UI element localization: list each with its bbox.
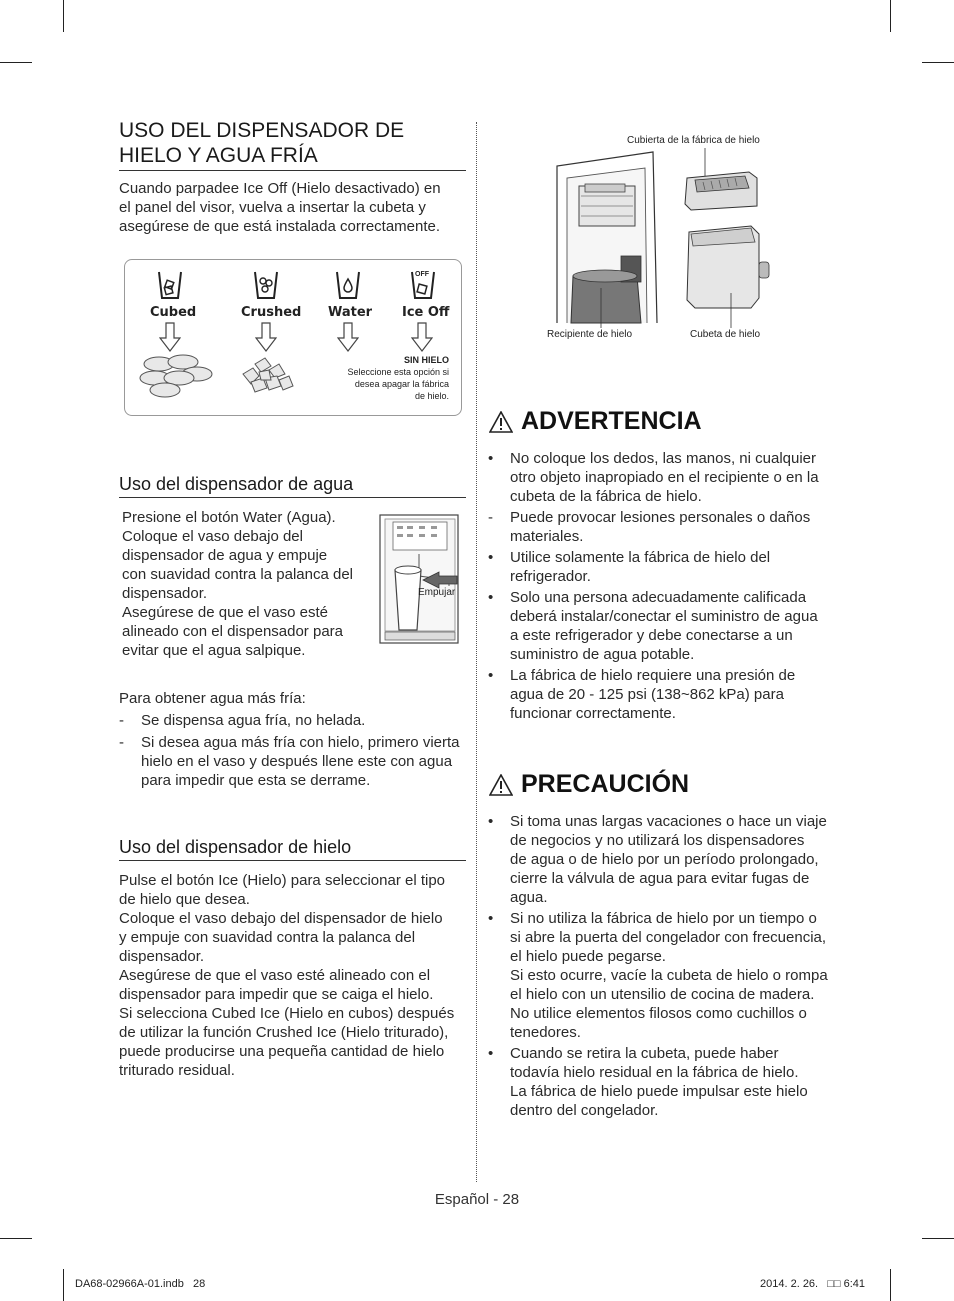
text-line: evitar que el agua salpique. (122, 642, 306, 659)
title-line: HIELO Y AGUA FRÍA (119, 144, 318, 167)
text-line: funcionar correctamente. (510, 705, 676, 722)
text-line: el panel del visor, vuelva a insertar la cubeta y (119, 199, 426, 216)
warning-triangle-icon (489, 411, 513, 433)
title-line: USO DEL DISPENSADOR DE (119, 119, 405, 142)
text-line: suministro de agua potable. (510, 646, 695, 663)
text-line: dispensador para impedir que se caiga el hielo. (119, 986, 434, 1003)
text-line: Se dispensa agua fría, no helada. (141, 712, 366, 729)
bucket-label: Cubeta de hielo (690, 329, 761, 340)
file-info: DA68-02966A-01.indb 28 (75, 1278, 206, 1290)
bullet-marker: • (488, 1045, 494, 1062)
text-line: Seleccione esta opción si (347, 367, 449, 377)
page-title (119, 118, 404, 168)
list-item (488, 508, 819, 546)
text-line: materiales. (510, 528, 584, 545)
text-line: cubeta de la fábrica de hielo. (510, 488, 702, 505)
text-line: de utilizar la función Crushed Ice (Hielo triturado), (119, 1024, 449, 1041)
text-line: No coloque los dedos, las manos, ni cualquier (510, 450, 817, 467)
text-line: Cuando parpadee Ice Off (Hielo desactivado) en (119, 180, 441, 197)
text-line: de negocios y no utilizará los dispensadores (510, 832, 805, 849)
text-line: desea apagar la fábrica (354, 379, 449, 389)
crop-mark (63, 0, 64, 32)
text-line: y empuje con suavidad contra la palanca del (119, 929, 416, 946)
bullet-marker: • (488, 667, 494, 684)
water-instructions (122, 508, 353, 660)
text-line: dentro del congelador. (510, 1102, 659, 1119)
caution-title: PRECAUCIÓN (521, 770, 690, 798)
text-line: asegúrese de que está instalada correctamente. (119, 218, 441, 235)
section-rule (119, 497, 466, 498)
push-label: Empujar (418, 587, 456, 598)
text-line: para impedir que esta se derrame. (141, 772, 371, 789)
text-line: dispensador. (119, 948, 205, 965)
warning-list (488, 449, 819, 725)
dash-marker: - (119, 734, 124, 751)
cubed-ice-illustration (139, 352, 215, 398)
water-dispenser-illustration (379, 514, 461, 646)
text-line: de hielo que desea. (119, 891, 250, 908)
warning-heading (489, 407, 702, 436)
dash-marker: - (119, 712, 124, 729)
text-line: Coloque el vaso debajo del dispensador de hielo (119, 910, 443, 927)
caution-list (488, 812, 828, 1122)
caution-heading (489, 770, 689, 799)
text-line: Si esto ocurre, vacíe la cubeta de hielo o rompa (510, 967, 828, 984)
sin-hielo-note (319, 354, 449, 402)
list-item (119, 733, 460, 790)
list-item (488, 548, 819, 586)
title-rule (119, 170, 466, 171)
down-arrow-icon (337, 322, 359, 352)
intro-text (119, 179, 441, 236)
text-line: refrigerador. (510, 568, 591, 585)
down-arrow-icon (411, 322, 433, 352)
text-line: agua. (510, 889, 548, 906)
sin-hielo-title: SIN HIELO (403, 355, 449, 365)
text-line: Utilice solamente la fábrica de hielo del (510, 549, 771, 566)
text-line: Coloque el vaso debajo del (122, 528, 303, 545)
text-line: de hielo. (414, 391, 449, 401)
warning-triangle-icon (489, 774, 513, 796)
colder-water-intro: Para obtener agua más fría: (119, 690, 306, 707)
section-rule (119, 860, 466, 861)
crop-mark (890, 1269, 891, 1301)
crushed-ice-illustration (239, 354, 295, 394)
text-line: el hielo puede pegarse. (510, 948, 666, 965)
text-line: si abre la puerta del congelador con frecuencia, (510, 929, 827, 946)
crop-mark (0, 1238, 32, 1239)
crop-mark (0, 62, 32, 63)
bullet-marker: • (488, 589, 494, 606)
cubed-label: Cubed (150, 305, 197, 320)
list-item (488, 666, 819, 723)
list-item (488, 449, 819, 506)
text-line: triturado residual. (119, 1062, 235, 1079)
page-number: Español - 28 (434, 1191, 520, 1208)
crop-mark (922, 1238, 954, 1239)
text-line: Puede provocar lesiones personales o daños (510, 509, 811, 526)
text-line: Si selecciona Cubed Ice (Hielo en cubos) después (119, 1005, 455, 1022)
text-line: La fábrica de hielo requiere una presión de (510, 667, 796, 684)
crushed-label: Crushed (241, 305, 302, 320)
bullet-marker: • (488, 813, 494, 830)
text-line: de agua o de hielo por un período prolongado, (510, 851, 819, 868)
ice-maker-figure (545, 148, 785, 328)
ice-instructions (119, 871, 454, 1080)
bullet-marker: • (488, 910, 494, 927)
bullet-marker: • (488, 549, 494, 566)
text-line: puede producirse una pequeña cantidad de hielo (119, 1043, 445, 1060)
crushed-glass-icon (253, 270, 279, 300)
crop-mark (922, 62, 954, 63)
ice-heading: Uso del dispensador de hielo (119, 837, 352, 857)
text-line: el hielo con un utensilio de cocina de madera. (510, 986, 815, 1003)
text-line: a este refrigerador y debe conectarse a un (510, 627, 793, 644)
off-badge: OFF (415, 271, 429, 278)
text-line: Solo una persona adecuadamente calificada (510, 589, 807, 606)
bullet-marker: • (488, 450, 494, 467)
water-glass-icon (335, 270, 361, 300)
text-line: dispensador de agua y empuje (122, 547, 328, 564)
text-line: Asegúrese de que el vaso esté alineado con el (119, 967, 431, 984)
text-line: Pulse el botón Ice (Hielo) para seleccionar el tipo (119, 872, 446, 889)
list-item (488, 1044, 828, 1120)
dash-marker: - (488, 509, 493, 526)
dispenser-options-panel (124, 259, 462, 416)
list-item (119, 711, 460, 730)
down-arrow-icon (159, 322, 181, 352)
text-line: La fábrica de hielo puede impulsar este hielo (510, 1083, 808, 1100)
text-line: cierre la válvula de agua para evitar fugas de (510, 870, 810, 887)
bin-label: Recipiente de hielo (547, 329, 633, 340)
text-line: con suavidad contra la palanca del (122, 566, 353, 583)
list-item (488, 588, 819, 664)
text-line: hielo en el vaso y después llene este con agua (141, 753, 453, 770)
list-item (488, 812, 828, 907)
down-arrow-icon (255, 322, 277, 352)
text-line: Cuando se retira la cubeta, puede haber (510, 1045, 779, 1062)
text-line: No utilice elementos filosos como cuchillos o (510, 1005, 807, 1022)
text-line: tenedores. (510, 1024, 581, 1041)
date-info: 2014. 2. 26. □□ 6:41 (760, 1278, 866, 1290)
water-heading: Uso del dispensador de agua (119, 474, 354, 494)
text-line: dispensador. (122, 585, 208, 602)
text-line: Si desea agua más fría con hielo, primero vierta (141, 734, 460, 751)
text-line: Si toma unas largas vacaciones o hace un viaje (510, 813, 827, 830)
list-item (488, 909, 828, 1042)
text-line: Presione el botón Water (Agua). (122, 509, 336, 526)
colder-water-list (119, 711, 460, 792)
warning-title: ADVERTENCIA (521, 407, 702, 435)
water-label: Water (328, 305, 373, 320)
column-divider (476, 122, 477, 1182)
text-line: Si no utiliza la fábrica de hielo por un tiempo o (510, 910, 817, 927)
crop-mark (890, 0, 891, 32)
text-line: otro objeto inapropiado en el recipiente o en la (510, 469, 819, 486)
ice-off-label: Ice Off (402, 305, 450, 320)
text-line: todavía hielo residual en la fábrica de hielo. (510, 1064, 799, 1081)
text-line: agua de 20 - 125 psi (138~862 kPa) para (510, 686, 784, 703)
cover-label: Cubierta de la fábrica de hielo (627, 135, 760, 146)
text-line: deberá instalar/conectar el suministro de agua (510, 608, 818, 625)
crop-mark (63, 1269, 64, 1301)
text-line: alineado con el dispensador para (122, 623, 343, 640)
cubed-glass-icon (157, 270, 183, 300)
text-line: Asegúrese de que el vaso esté (122, 604, 328, 621)
